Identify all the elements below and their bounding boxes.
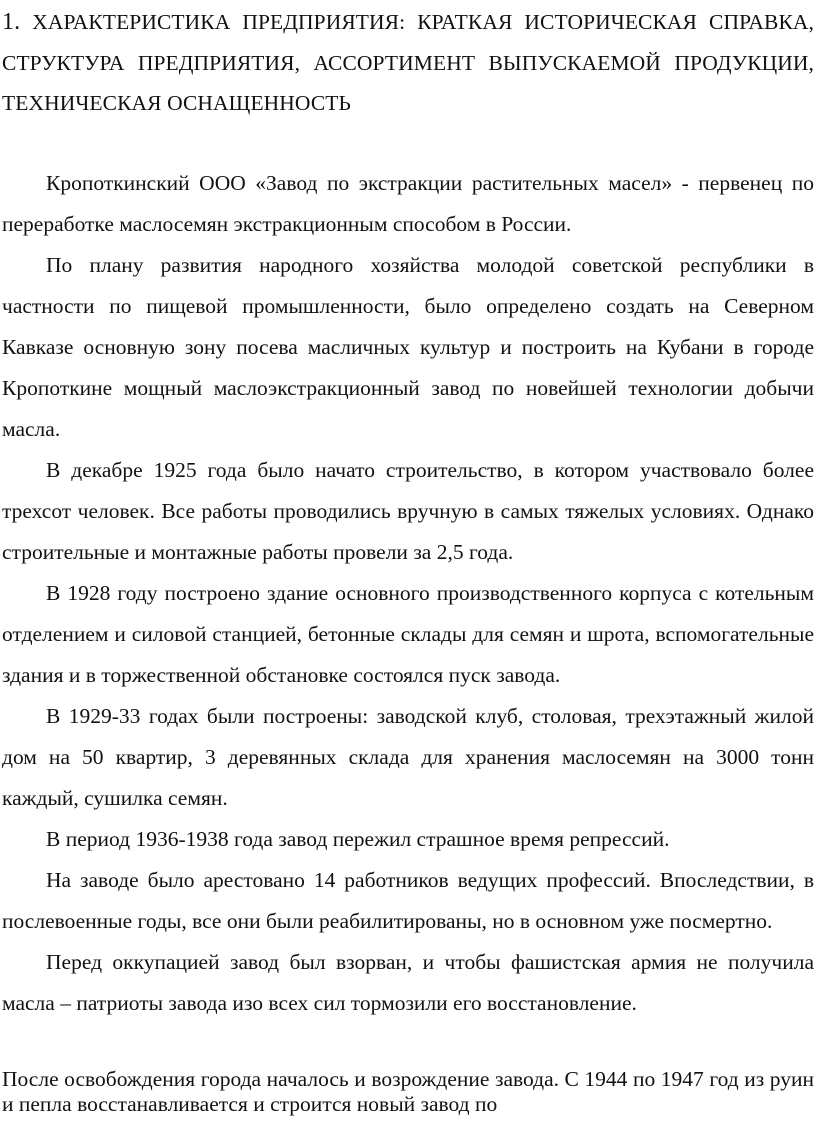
paragraph-construction-1925: В декабре 1925 года было начато строительство, в котором участвовало более трехсот человек. Все работы проводились вручную в самых тяжелых условиях. Однако строительные и монтажные работы провели за 2,5 года.	[2, 458, 814, 564]
paragraph-arrests: На заводе было арестовано 14 работников ведущих профессий. Впоследствии, в послевоенные годы, все они были реабилитированы, но в основном уже посмертно.	[2, 868, 814, 933]
paragraph-buildings-1929-33: В 1929-33 годах были построены: заводской клуб, столовая, трехэтажный жилой дом на 50 квартир, 3 деревянных склада для хранения маслосемян на 3000 тонн каждый, сушилка семян.	[2, 704, 814, 810]
paragraph-plan: По плану развития народного хозяйства молодой советской республики в частности по пищевой промышленности, было определено создать на Северном Кавказе основную зону посева масличных культур и построить на Кубани в городе Кропоткине мощный маслоэкстракционный завод по новейшей технологии добычи масла.	[2, 253, 814, 441]
section-title: ХАРАКТЕРИСТИКА ПРЕДПРИЯТИЯ: КРАТКАЯ ИСТОРИЧЕСКАЯ СПРАВКА, СТРУКТУРА ПРЕДПРИЯТИЯ, АССОРТИМЕНТ ВЫПУСКАЕМОЙ ПРОДУКЦИИ, ТЕХНИЧЕСКАЯ ОСНАЩЕННОСТЬ	[2, 10, 814, 115]
body-text	[2, 163, 814, 1024]
paragraph-liberation: После освобождения города началось и возрождение завода. С 1944 по 1947 год из руин и пепла восстанавливается и строится новый завод по	[2, 1067, 814, 1116]
paragraph-repressions: В период 1936-1938 года завод пережил страшное время репрессий.	[46, 827, 670, 851]
paragraph-occupation: Перед оккупацией завод был взорван, и чтобы фашистская армия не получила масла – патриоты завода изо всех сил тормозили его восстановление.	[2, 950, 814, 1015]
section-number: 1.	[2, 9, 21, 35]
paragraph-launch-1928: В 1928 году построено здание основного производственного корпуса с котельным отделением и силовой станцией, бетонные склады для семян и шрота, вспомогательные здания и в торжественной обстановке состоялся пуск завода.	[2, 581, 814, 687]
section-heading	[2, 2, 814, 124]
paragraph-intro: Кропоткинский ООО «Завод по экстракции растительных масел» - первенец по переработке маслосемян экстракционным способом в России.	[2, 171, 814, 236]
